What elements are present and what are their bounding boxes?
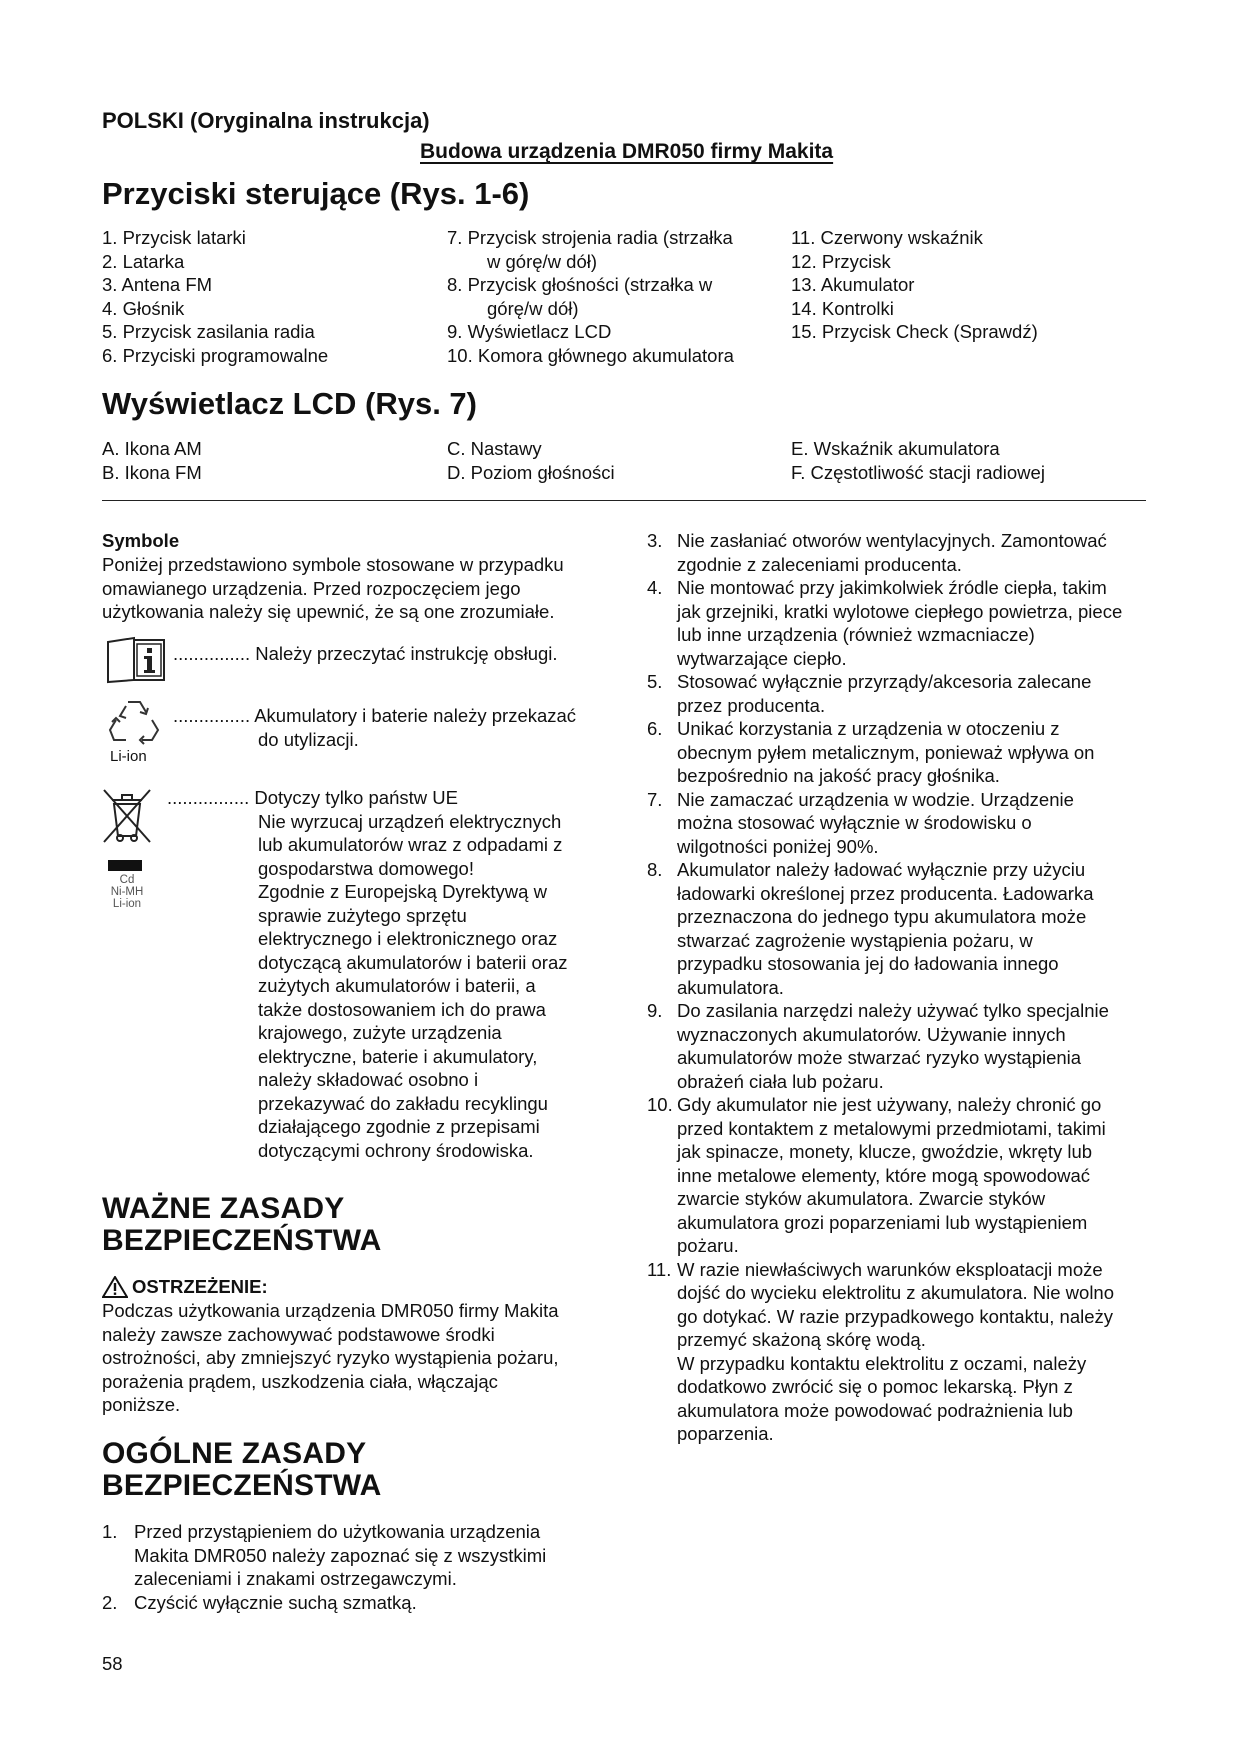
- text-line: wytwarzające ciepło.: [677, 647, 847, 669]
- text-line: do utylizacji.: [258, 728, 359, 750]
- list-item: E. Wskaźnik akumulatora: [791, 438, 1000, 459]
- list-item: 12. Przycisk: [791, 250, 891, 272]
- list-item: 7. Przycisk strojenia radia (strzałka: [447, 227, 733, 248]
- eu-body: [167, 810, 568, 1163]
- text-line: użytkowania należy się upewnić, że są one zrozumiałe.: [102, 601, 555, 622]
- list-item: [647, 1093, 1122, 1258]
- list-item: 11. Czerwony wskaźnik: [791, 227, 983, 248]
- text-line: jak spinacze, monety, klucze, gwoździe, wkręty lub: [677, 1141, 1093, 1162]
- text-line: lub inne urządzenia (również wzmacniacze): [677, 624, 1035, 645]
- warning-text: [102, 1299, 559, 1417]
- item-number: 3.: [647, 530, 663, 551]
- text-line: Do zasilania narzędzi należy używać tylko specjalnie: [677, 1000, 1109, 1021]
- text-line: zgodnie z zaleceniami producenta.: [677, 553, 962, 575]
- text-line: OGÓLNE ZASADY: [102, 1437, 367, 1470]
- document-subtitle: Budowa urządzenia DMR050 firmy Makita: [420, 140, 834, 163]
- general-list: [102, 1520, 546, 1614]
- text-line: można stosować wyłącznie w środowisku o: [677, 812, 1032, 833]
- text-line: ............... Akumulatory i baterie należy przekazać: [173, 705, 577, 726]
- text-line: akumulatora może powodować podrażnienia lub: [677, 1399, 1073, 1421]
- text-line: go dotykać. W razie przypadkowego kontaktu, należy: [677, 1305, 1114, 1327]
- text-line: Stosować wyłącznie przyrządy/akcesoria zalecane: [677, 671, 1092, 692]
- list-item: 2. Latarka: [102, 250, 185, 272]
- crossed-bin-icon: [100, 786, 154, 846]
- list-item: 3. Antena FM: [102, 274, 213, 295]
- list-item: [102, 1591, 546, 1615]
- read-manual-icon: [106, 636, 168, 684]
- lcd-col-1: [102, 437, 202, 484]
- text-line: akumulatora.: [677, 976, 784, 998]
- text-line: jak grzejniki, kratki wylotowe ciepłego powietrza, piece: [677, 600, 1123, 622]
- text-line: należy zawsze zachowywać podstawowe środki: [102, 1323, 495, 1345]
- text-line: inne metalowe elementy, które mogą spowodować: [677, 1164, 1091, 1186]
- text-line: lub akumulatorów wraz z odpadami z: [258, 834, 563, 855]
- text-line: Gdy akumulator nie jest używany, należy chronić go: [677, 1094, 1102, 1115]
- recycle-text: [173, 704, 576, 751]
- symbols-intro: [102, 553, 564, 624]
- list-item: 10. Komora głównego akumulatora: [447, 344, 734, 366]
- controls-col-3: [791, 226, 1038, 344]
- controls-col-2: [447, 226, 734, 367]
- text-line: ładowarki określonej przez producenta. Ładowarka: [677, 882, 1094, 904]
- text-line: obecnym pyłem metalicznym, ponieważ wpływa on: [677, 741, 1095, 763]
- text-line: omawianego urządzenia. Przed rozpoczęciem jego: [102, 577, 521, 599]
- text-line: Przed przystąpieniem do użytkowania urządzenia: [134, 1521, 541, 1542]
- list-item: 5. Przycisk zasilania radia: [102, 321, 315, 342]
- warning-heading: [102, 1276, 268, 1298]
- controls-col-1: [102, 226, 328, 367]
- text-line: zużytych akumulatorów i baterii, a: [258, 975, 536, 996]
- list-item: 8. Przycisk głośności (strzałka w: [447, 274, 713, 295]
- list-item: [647, 576, 1122, 670]
- text-line: przeznaczona do jednego typu akumulatora może: [677, 906, 1087, 927]
- text-line: Nie zasłaniać otworów wentylacyjnych. Zamontować: [677, 530, 1107, 551]
- page-number: 58: [102, 1653, 123, 1674]
- warning-icon: [102, 1276, 128, 1298]
- text-line: także dostosowaniem ich do prawa: [258, 998, 546, 1020]
- black-bar: [108, 860, 142, 871]
- text-line: obrażeń ciała lub pożaru.: [677, 1070, 884, 1092]
- item-number: 8.: [647, 859, 663, 880]
- safety-title: [102, 1193, 381, 1257]
- general-safety-title: [102, 1438, 381, 1502]
- text-line: Nie montować przy jakimkolwiek źródle ciepła, takim: [677, 577, 1107, 598]
- text-line: należy składować osobno i: [258, 1069, 479, 1090]
- list-item: górę/w dół): [487, 297, 579, 319]
- list-item: [102, 1520, 546, 1591]
- read-manual-text: ............... Należy przeczytać instrukcję obsługi.: [173, 643, 558, 664]
- list-item: 6. Przyciski programowalne: [102, 344, 329, 366]
- list-item: F. Częstotliwość stacji radiowej: [791, 461, 1045, 483]
- text-line: poparzenia.: [677, 1423, 774, 1444]
- text-line: przemyć skażoną skórę wodą.: [677, 1329, 926, 1350]
- item-number: 7.: [647, 788, 663, 810]
- text-line: BEZPIECZEŃSTWA: [102, 1469, 382, 1502]
- eu-text: [167, 786, 568, 1162]
- text-line: elektrycznego i elektronicznego oraz: [258, 928, 558, 949]
- list-item: w górę/w dół): [487, 250, 598, 272]
- symbols-heading: Symbole: [102, 530, 180, 551]
- list-item: C. Nastawy: [447, 438, 542, 459]
- item-number: 10.: [647, 1094, 673, 1115]
- language-heading: POLSKI (Oryginalna instrukcja): [102, 108, 430, 133]
- text-line: bezpośrednio na jakość pracy głośnika.: [677, 765, 1000, 786]
- list-item: D. Poziom głośności: [447, 461, 615, 483]
- text-line: pożaru.: [677, 1235, 739, 1256]
- text-line: dotyczącą akumulatorów i baterii oraz: [258, 951, 568, 973]
- warning-label: OSTRZEŻENIE:: [132, 1276, 268, 1297]
- item-number: 9.: [647, 1000, 663, 1021]
- lcd-title: Wyświetlacz LCD (Rys. 7): [102, 386, 477, 421]
- text-line: działającego zgodnie z przepisami: [258, 1116, 540, 1137]
- text-line: ostrożności, aby zmniejszyć ryzyko wystąpienia pożaru,: [102, 1347, 559, 1368]
- text-line: akumulatora grozi poparzeniami lub wystąpieniem: [677, 1211, 1088, 1233]
- text-line: Unikać korzystania z urządzenia w otoczeniu z: [677, 718, 1060, 739]
- text-line: Nie wyrzucaj urządzeń elektrycznych: [258, 810, 562, 832]
- list-item: 14. Kontrolki: [791, 297, 894, 319]
- item-number: 11.: [647, 1258, 672, 1280]
- text-line: W przypadku kontaktu elektrolitu z oczami, należy: [677, 1352, 1087, 1374]
- list-item: [647, 529, 1122, 576]
- list-item: [647, 858, 1122, 999]
- text-line: przed kontaktem z metalowymi przedmiotami, takimi: [677, 1117, 1106, 1139]
- text-line: akumulatorów może stwarzać ryzyko wystąpienia: [677, 1047, 1082, 1068]
- text-line: gospodarstwa domowego!: [258, 857, 474, 879]
- text-line: porażenia prądem, uszkodzenia ciała, włączając: [102, 1370, 498, 1392]
- text-line: wyznaczonych akumulatorów. Używanie innych: [677, 1023, 1066, 1045]
- text-line: WAŻNE ZASADY: [102, 1192, 345, 1225]
- item-number: 1.: [102, 1521, 118, 1542]
- text-line: Czyścić wyłącznie suchą szmatką.: [134, 1591, 417, 1613]
- lcd-col-2: [447, 437, 615, 484]
- text-line: Li-ion: [112, 898, 142, 910]
- text-line: stwarzać zagrożenie wystąpienia pożaru, w: [677, 929, 1033, 951]
- list-item: B. Ikona FM: [102, 461, 202, 483]
- list-item: [647, 999, 1122, 1093]
- text-line: dojść do wycieku elektrolitu z akumulatora. Nie wolno: [677, 1282, 1115, 1303]
- text-line: poniższe.: [102, 1394, 181, 1415]
- text-line: przekazywać do zakładu recyklingu: [258, 1092, 548, 1114]
- text-line: Cd: [119, 874, 135, 886]
- controls-title: Przyciski sterujące (Rys. 1-6): [102, 176, 530, 211]
- text-line: wilgotności poniżej 90%.: [677, 835, 879, 857]
- text-line: BEZPIECZEŃSTWA: [102, 1224, 382, 1257]
- list-item: [647, 1258, 1122, 1446]
- text-line: ................ Dotyczy tylko państw UE: [167, 787, 458, 808]
- text-line: dodatkowo zwrócić się o pomoc lekarską. Płyn z: [677, 1376, 1073, 1397]
- text-line: Podczas użytkowania urządzenia DMR050 firmy Makita: [102, 1300, 559, 1321]
- item-number: 6.: [647, 718, 663, 739]
- list-item: 1. Przycisk latarki: [102, 227, 246, 248]
- list-item: [647, 788, 1122, 859]
- list-item: 9. Wyświetlacz LCD: [447, 321, 612, 342]
- list-item: 4. Głośnik: [102, 297, 185, 319]
- text-line: Poniżej przedstawiono symbole stosowane w przypadku: [102, 554, 564, 575]
- bin-labels: [106, 874, 148, 910]
- item-number: 4.: [647, 577, 663, 598]
- list-item: 15. Przycisk Check (Sprawdź): [791, 321, 1038, 342]
- text-line: Nie zamaczać urządzenia w wodzie. Urządzenie: [677, 788, 1074, 810]
- right-safety-list: [647, 529, 1122, 1446]
- text-line: Zgodnie z Europejską Dyrektywą w: [258, 881, 547, 902]
- text-line: krajowego, zużyte urządzenia: [258, 1022, 502, 1043]
- text-line: dotyczącymi ochrony środowiska.: [258, 1139, 534, 1161]
- text-line: sprawie zużytego sprzętu: [258, 904, 467, 926]
- item-number: 5.: [647, 671, 663, 692]
- liion-label: Li-ion: [110, 748, 147, 765]
- list-item: [647, 670, 1122, 717]
- lcd-col-3: [791, 437, 1045, 484]
- list-item: A. Ikona AM: [102, 438, 202, 459]
- text-line: zaleceniami i znakami ostrzegawczymi.: [134, 1568, 457, 1589]
- recycle-icon: [106, 696, 162, 748]
- text-line: przez producenta.: [677, 694, 826, 716]
- item-number: 2.: [102, 1591, 118, 1613]
- text-line: W razie niewłaściwych warunków eksploatacji może: [677, 1258, 1103, 1280]
- text-line: zwarcie styków akumulatora. Zwarcie styków: [677, 1188, 1046, 1209]
- section-divider: [102, 500, 1146, 501]
- text-line: Makita DMR050 należy zapoznać się z wszystkimi: [134, 1544, 547, 1566]
- text-line: elektryczne, baterie i akumulatory,: [258, 1045, 538, 1067]
- list-item: [647, 717, 1122, 788]
- list-item: 13. Akumulator: [791, 274, 915, 295]
- text-line: przypadku stosowania jej do ładowania innego: [677, 953, 1059, 974]
- text-line: Akumulator należy ładować wyłącznie przy użyciu: [677, 859, 1086, 880]
- text-line: Ni-MH: [110, 886, 144, 898]
